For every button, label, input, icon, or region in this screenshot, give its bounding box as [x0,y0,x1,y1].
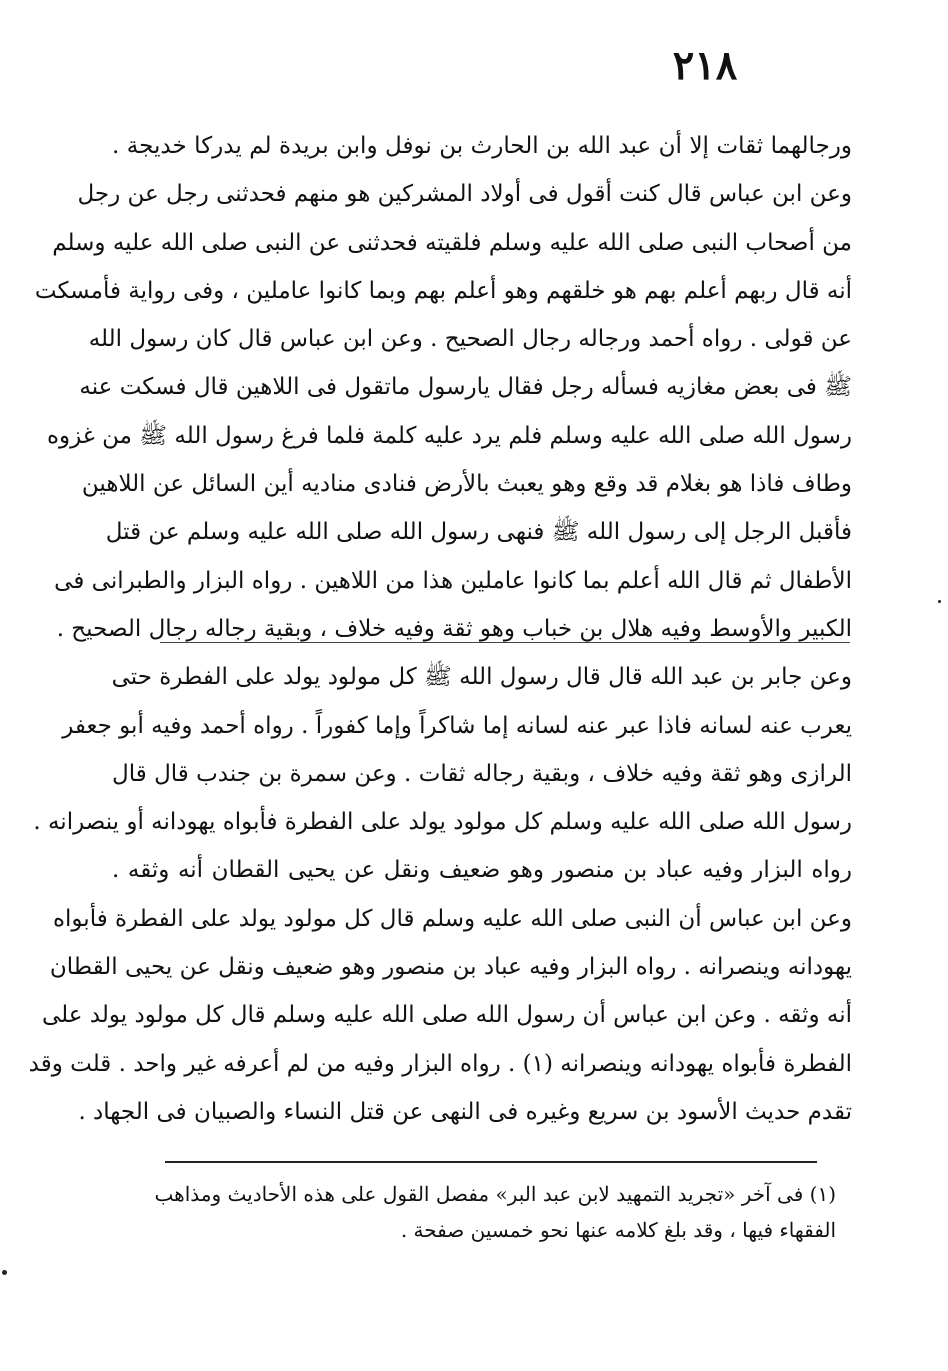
text-line: الأطفال ثم قال الله أعلم بما كانوا عاملين هذا من اللاهين . رواه البزار والطبرانى فى [54,567,852,594]
text-line: وعن ابن عباس قال كنت أقول فى أولاد المشركين هو منهم فحدثنى رجل عن رجل [77,181,852,208]
text-line: الفطرة فأبواه يهودانه وينصرانه (١) . رواه البزار وفيه من لم أعرفه غير واحد . قلت وقد [28,1050,852,1077]
footnote-separator [165,1161,817,1163]
handwritten-underline [160,642,850,643]
text-line: ﷺ فى بعض مغازيه فسأله رجل فقال يارسول ماتقول فى اللاهين قال فسكت عنه [79,374,852,401]
text-line: تقدم حديث الأسود بن سريع وغيره فى النهى عن قتل النساء والصبيان فى الجهاد . [78,1098,852,1125]
text-line: من أصحاب النبى صلى الله عليه وسلم فلقيته فحدثنى عن النبى صلى الله عليه وسلم [52,229,852,256]
text-line: الرازى وهو ثقة وفيه خلاف ، وبقية رجاله ثقات . وعن سمرة بن جندب قال قال [112,760,852,787]
text-line: أنه قال ربهم أعلم بهم هو خلقهم وهو أعلم بهم وبما كانوا عاملين ، وفى رواية فأمسكت [34,277,852,304]
main-text-block [28,122,852,1136]
text-line: أنه وثقه . وعن ابن عباس أن رسول الله صلى الله عليه وسلم قال كل مولود يولد على [41,1002,852,1029]
scan-speck [2,1270,7,1275]
text-line: رسول الله صلى الله عليه وسلم فلم يرد عليه كلمة فلما فرغ رسول الله ﷺ من غزوه [46,422,852,449]
text-line: رواه البزار وفيه عباد بن منصور وهو ضعيف ونقل عن يحيى القطان أنه وثقه . [112,857,852,884]
text-line: يعرب عنه لسانه فاذا عبر عنه لسانه إما شاكراً وإما كفوراً . رواه أحمد وفيه أبو جعفر [62,712,852,739]
page-number: ٢١٨ [672,42,738,89]
text-line: وعن ابن عباس أن النبى صلى الله عليه وسلم قال كل مولود يولد على الفطرة فأبواه [52,905,852,932]
text-line: الكبير والأوسط وفيه هلال بن خباب وهو ثقة وفيه خلاف ، وبقية رجاله رجال الصحيح . [56,615,852,642]
footnote-line: (١) فى آخر «تجريد التمهيد لابن عبد البر» مفصل القول على هذه الأحاديث ومذاهب [154,1182,836,1206]
footnote-block [154,1176,836,1248]
text-line: يهودانه وينصرانه . رواه البزار وفيه عباد بن منصور وهو ضعيف ونقل عن يحيى القطان [49,954,852,981]
footnote-line: الفقهاء فيها ، وقد بلغ كلامه عنها نحو خمسين صفحة . [400,1218,836,1242]
text-line: وعن جابر بن عبد الله قال قال رسول الله ﷺ كل مولود يولد على الفطرة حتى [111,664,852,691]
text-line: رسول الله صلى الله عليه وسلم كل مولود يولد على الفطرة فأبواه يهودانه أو ينصرانه . [33,809,852,836]
text-line: عن قولى . رواه أحمد ورجاله رجال الصحيح . وعن ابن عباس قال كان رسول الله [88,326,852,353]
scan-speck [938,600,941,603]
text-line: فأقبل الرجل إلى رسول الله ﷺ فنهى رسول الله صلى الله عليه وسلم عن قتل [105,519,852,546]
text-line: ورجالهما ثقات إلا أن عبد الله بن الحارث بن نوفل وابن بريدة لم يدركا خديجة . [112,133,852,159]
text-line: وطاف فاذا هو بغلام قد وقع وهو يعبث بالأرض فنادى مناديه أين السائل عن اللاهين [81,471,852,498]
